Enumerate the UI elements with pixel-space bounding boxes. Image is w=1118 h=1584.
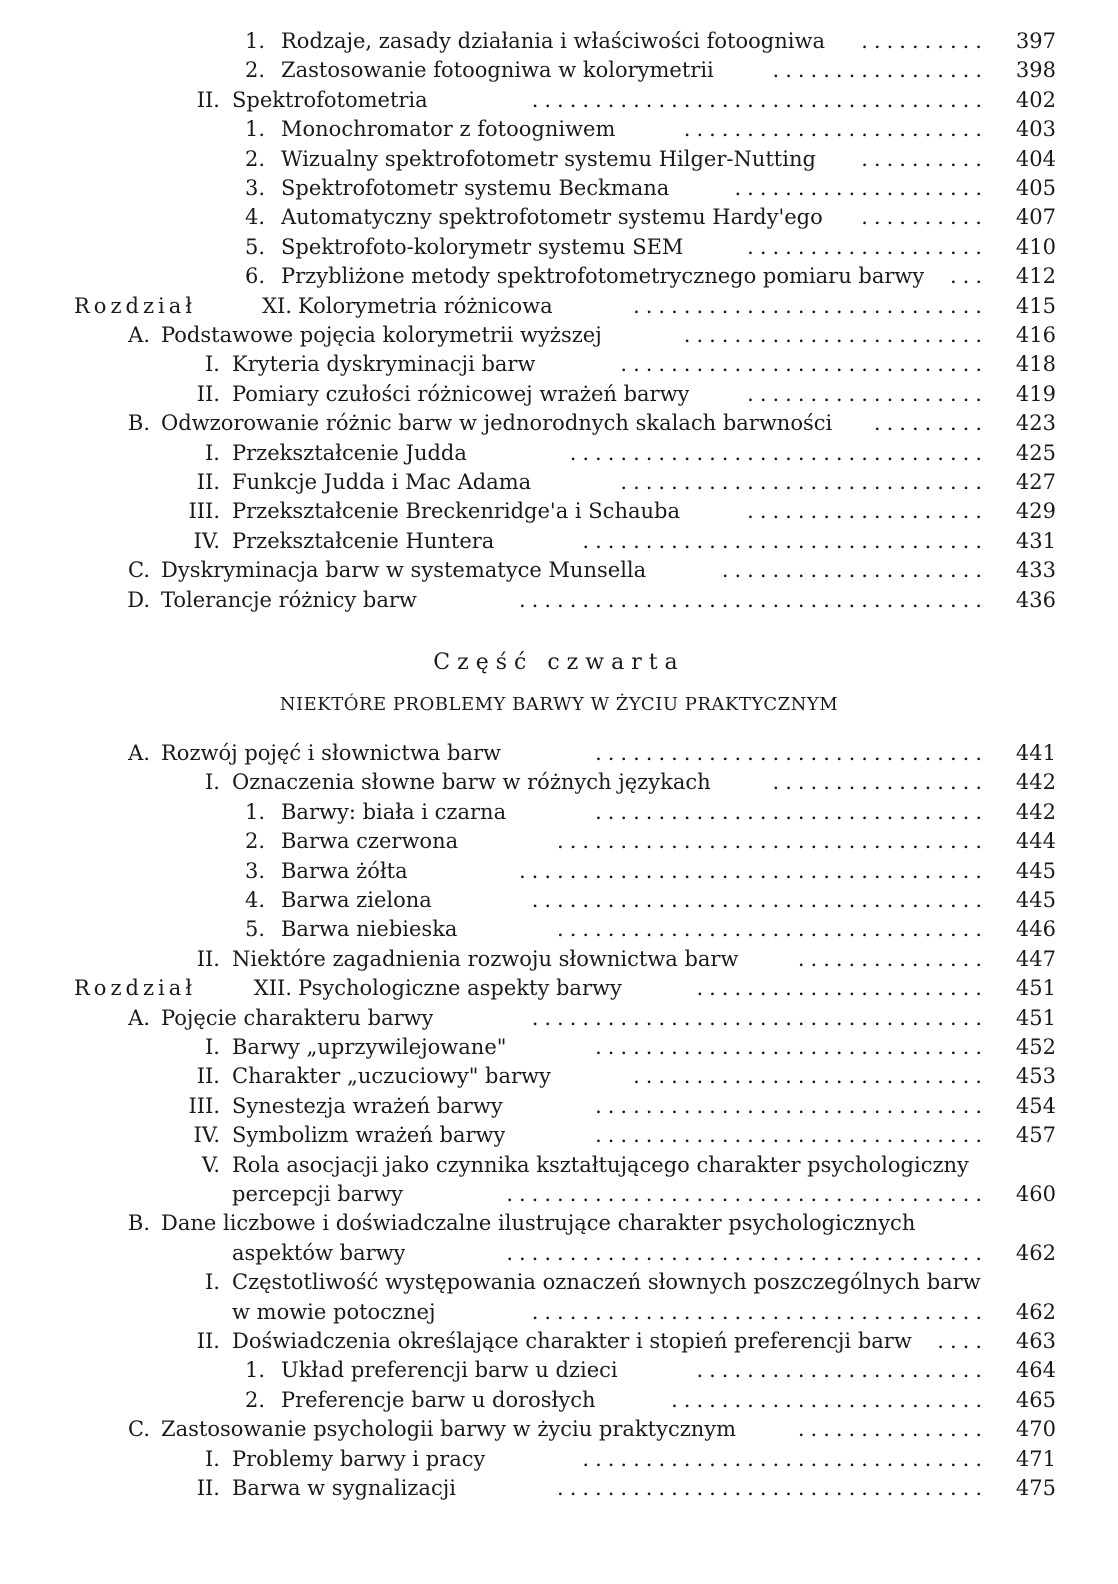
page-number: 419 (1015, 381, 1056, 406)
entry-number: 2. (244, 1387, 265, 1412)
toc-entry (0, 26, 1118, 56)
page-number: 462 (1015, 1240, 1056, 1265)
toc-entry (0, 1267, 1118, 1297)
toc-entry (0, 408, 1118, 438)
dot-leader: ................... (747, 499, 988, 524)
dot-leader: ......... (873, 411, 988, 436)
page-number: 471 (1015, 1446, 1056, 1471)
toc-entry (0, 467, 1118, 497)
page-number: 446 (1015, 917, 1056, 942)
toc-entry (0, 173, 1118, 203)
entry-title: Barwa niebieska (281, 917, 458, 942)
toc-entry (0, 1032, 1118, 1062)
toc-entry (0, 944, 1118, 974)
page-number: 423 (1015, 411, 1056, 436)
page-number: 464 (1015, 1358, 1056, 1383)
toc-entry (0, 55, 1118, 85)
dot-leader: ....................... (696, 1358, 988, 1383)
toc-entry (0, 1091, 1118, 1121)
toc-entry (0, 526, 1118, 556)
toc-entry (0, 914, 1118, 944)
dot-leader: .................................... (531, 1299, 988, 1324)
entry-number: 3. (244, 858, 265, 883)
dot-leader: ............................... (595, 1035, 988, 1059)
dot-leader: .......... (861, 146, 988, 171)
entry-title: Rozwój pojęć i słownictwa barw (161, 741, 501, 765)
entry-title: Dyskryminacja barw w systematyce Munsella (161, 558, 647, 583)
dot-leader: ............... (797, 1417, 988, 1442)
toc-entry (0, 973, 1118, 1003)
entry-number: III. (188, 499, 220, 524)
entry-number: II. (196, 1064, 220, 1089)
page-number: 475 (1015, 1476, 1056, 1500)
entry-title: Preferencje barw u dorosłych (281, 1387, 596, 1412)
toc-entry (0, 379, 1118, 409)
entry-title: Przekształcenie Huntera (232, 528, 495, 553)
chapter-label: Rozdział (74, 293, 197, 318)
page-number: 445 (1015, 858, 1056, 883)
dot-leader: .................................... (531, 888, 988, 912)
entry-title: percepcji barwy (232, 1182, 404, 1206)
toc-entry (0, 1179, 1118, 1209)
entry-title: Przybliżone metody spektrofotometrycznego pomiaru barwy (281, 264, 925, 289)
dot-leader: ................................ (582, 1446, 988, 1471)
entry-number: A. (128, 323, 150, 347)
page-number: 462 (1015, 1299, 1056, 1324)
toc-entry (0, 1120, 1118, 1150)
entry-number: 2. (244, 829, 265, 854)
entry-number: D. (127, 587, 150, 612)
entry-title: Barwa czerwona (281, 829, 459, 854)
entry-number: IV. (193, 1123, 220, 1148)
entry-title: Odwzorowanie różnic barw w jednorodnych skalach barwności (161, 411, 833, 436)
page-number: 404 (1015, 146, 1056, 171)
entry-number: 5. (244, 234, 265, 259)
dot-leader: ............................ (633, 1064, 988, 1089)
dot-leader: ..................................... (519, 858, 988, 883)
dot-leader: ..................... (721, 558, 988, 583)
entry-number: II. (196, 87, 220, 112)
dot-leader: .... (937, 1329, 988, 1353)
page-number: 429 (1015, 499, 1056, 524)
dot-leader: .................................... (531, 87, 988, 112)
entry-number: XI. (262, 293, 292, 318)
dot-leader: ................. (772, 58, 988, 83)
page-number: 402 (1015, 87, 1056, 112)
entry-title: Tolerancje różnicy barw (161, 587, 417, 612)
toc-entry (0, 144, 1118, 174)
toc-entry (0, 438, 1118, 468)
entry-number: I. (205, 440, 220, 465)
entry-title: Kolorymetria różnicowa (298, 293, 553, 318)
entry-number: B. (127, 1211, 150, 1236)
entry-title: Podstawowe pojęcia kolorymetrii wyższej (161, 323, 602, 347)
dot-leader: .................................. (557, 917, 988, 942)
page-number: 425 (1015, 440, 1056, 465)
toc-entry (0, 1061, 1118, 1091)
page-number: 457 (1015, 1123, 1056, 1148)
page-number: 452 (1015, 1035, 1056, 1059)
page-number: 447 (1015, 946, 1056, 971)
page-number: 451 (1015, 1005, 1056, 1030)
toc-entry (0, 114, 1118, 144)
toc-entry (0, 1385, 1118, 1415)
entry-title: Monochromator z fotoogniwem (281, 117, 616, 142)
entry-title: Niektóre zagadnienia rozwoju słownictwa barw (232, 946, 739, 971)
entry-number: B. (127, 411, 150, 436)
entry-number: 3. (244, 176, 265, 200)
entry-title: Kryteria dyskryminacji barw (232, 352, 536, 377)
entry-title: Zastosowanie fotoogniwa w kolorymetrii (281, 58, 714, 83)
entry-title: Charakter „uczuciowy" barwy (232, 1064, 551, 1089)
page-number: 418 (1015, 352, 1056, 377)
entry-title: Automatyczny spektrofotometr systemu Hardy'ego (281, 205, 823, 230)
entry-title: Pomiary czułości różnicowej wrażeń barwy (232, 381, 690, 406)
entry-title: Problemy barwy i pracy (232, 1446, 486, 1471)
entry-title: Oznaczenia słowne barw w różnych językach (232, 770, 711, 795)
entry-title: Rola asocjacji jako czynnika kształtującego charakter psychologiczny (232, 1152, 969, 1177)
dot-leader: ................... (747, 234, 988, 259)
toc-entry (0, 232, 1118, 262)
dot-leader: .................... (734, 176, 988, 200)
toc-entry (0, 85, 1118, 115)
dot-leader: ............................... (595, 741, 988, 765)
entry-title: w mowie potocznej (232, 1299, 436, 1324)
toc-entry (0, 1238, 1118, 1268)
entry-number: II. (196, 470, 220, 494)
entry-number: XII. (253, 976, 292, 1001)
entry-title: Układ preferencji barw u dzieci (281, 1358, 618, 1383)
entry-title: Przekształcenie Breckenridge'a i Schauba (232, 499, 680, 524)
toc-entry (0, 826, 1118, 856)
entry-title: Barwa żółta (281, 858, 408, 883)
entry-number: I. (205, 1446, 220, 1471)
toc-entry (0, 349, 1118, 379)
dot-leader: ............................... (595, 1123, 988, 1148)
entry-title: Zastosowanie psychologii barwy w życiu praktycznym (161, 1417, 737, 1442)
page-number: 433 (1015, 558, 1056, 583)
toc-entry (0, 1414, 1118, 1444)
toc-entry (0, 856, 1118, 886)
toc-entry (0, 797, 1118, 827)
page-number: 463 (1015, 1329, 1056, 1353)
part-title: Część czwarta (433, 650, 685, 675)
page-number: 431 (1015, 528, 1056, 553)
entry-number: IV. (193, 528, 220, 553)
entry-number: II. (196, 946, 220, 971)
entry-number: 5. (244, 917, 265, 942)
dot-leader: ............................. (620, 470, 988, 494)
page-number: 470 (1015, 1417, 1056, 1442)
dot-leader: ........................ (683, 117, 988, 142)
entry-title: Przekształcenie Judda (232, 440, 467, 465)
toc-entry (0, 738, 1118, 768)
page-number: 397 (1015, 29, 1056, 53)
dot-leader: ................................ (582, 528, 988, 553)
entry-number: I. (205, 352, 220, 377)
page-number: 405 (1015, 176, 1056, 200)
toc-entry (0, 320, 1118, 350)
entry-title: Spektrofoto-kolorymetr systemu SEM (281, 234, 684, 259)
entry-title: Częstotliwość występowania oznaczeń słownych poszczególnych barw (232, 1270, 981, 1295)
dot-leader: ....................... (696, 976, 988, 1001)
page-number: 427 (1015, 470, 1056, 494)
entry-title: aspektów barwy (232, 1240, 406, 1265)
page-number: 398 (1015, 58, 1056, 83)
page-number: 407 (1015, 205, 1056, 230)
entry-number: II. (196, 1476, 220, 1500)
toc-entry (0, 1355, 1118, 1385)
page-number: 442 (1015, 799, 1056, 824)
page-number: 465 (1015, 1387, 1056, 1412)
toc-entry (0, 1208, 1118, 1238)
page-number: 441 (1015, 741, 1056, 765)
entry-number: A. (128, 1005, 150, 1030)
entry-title: Dane liczbowe i doświadczalne ilustrujące charakter psychologicznych (161, 1211, 916, 1236)
entry-number: I. (205, 1270, 220, 1295)
entry-number: C. (128, 1417, 150, 1442)
page-number: 415 (1015, 293, 1056, 318)
dot-leader: .................................. (557, 1476, 988, 1500)
dot-leader: ...................................... (506, 1240, 988, 1265)
dot-leader: ................... (747, 381, 988, 406)
toc-entry (0, 1003, 1118, 1033)
page-number: 436 (1015, 587, 1056, 612)
entry-number: V. (201, 1152, 220, 1177)
dot-leader: ............................. (620, 352, 988, 377)
toc-entry (0, 585, 1118, 615)
page-number: 442 (1015, 770, 1056, 795)
entry-title: Wizualny spektrofotometr systemu Hilger-Nutting (281, 146, 816, 171)
entry-number: II. (196, 1329, 220, 1353)
dot-leader: ............................ (633, 293, 988, 318)
toc-entry (0, 1444, 1118, 1474)
entry-number: I. (205, 770, 220, 795)
page-number: 453 (1015, 1064, 1056, 1089)
toc-entry (0, 767, 1118, 797)
entry-number: III. (188, 1093, 220, 1118)
dot-leader: ............................... (595, 799, 988, 824)
entry-title: Pojęcie charakteru barwy (161, 1005, 434, 1030)
page-number: 454 (1015, 1093, 1056, 1118)
dot-leader: .......... (861, 205, 988, 230)
entry-title: Barwy „uprzywilejowane" (232, 1035, 507, 1059)
entry-number: 1. (244, 799, 265, 824)
dot-leader: ......................... (671, 1387, 988, 1412)
page-number: 412 (1015, 264, 1056, 289)
entry-number: 6. (244, 264, 265, 289)
dot-leader: ... (949, 264, 988, 289)
entry-title: Doświadczenia określające charakter i stopień preferencji barw (232, 1329, 912, 1353)
page-number: 460 (1015, 1182, 1056, 1206)
dot-leader: ...................................... (506, 1182, 988, 1206)
dot-leader: .................................. (557, 829, 988, 854)
entry-number: II. (196, 381, 220, 406)
entry-number: 2. (244, 58, 265, 83)
page-number: 410 (1015, 234, 1056, 259)
chapter-label: Rozdział (74, 976, 197, 1001)
entry-title: Barwa zielona (281, 888, 432, 912)
toc-entry (0, 291, 1118, 321)
entry-number: C. (128, 558, 150, 583)
entry-number: 4. (244, 888, 265, 912)
toc-entry (0, 555, 1118, 585)
entry-title: Symbolizm wrażeń barwy (232, 1123, 506, 1148)
page-number: 445 (1015, 888, 1056, 912)
entry-number: A. (128, 741, 150, 765)
dot-leader: .......... (861, 29, 988, 53)
page-number: 444 (1015, 829, 1056, 854)
entry-title: Barwy: biała i czarna (281, 799, 507, 824)
entry-number: 4. (244, 205, 265, 230)
entry-title: Spektrofotometr systemu Beckmana (281, 176, 670, 200)
entry-number: 2. (244, 146, 265, 171)
toc-entry (0, 1297, 1118, 1327)
toc-entry (0, 1473, 1118, 1503)
toc-entry (0, 261, 1118, 291)
toc-entry (0, 202, 1118, 232)
part-heading: NIEKTÓRE PROBLEMY BARWY W ŻYCIU PRAKTYCZNYM (279, 694, 839, 715)
entry-title: Synestezja wrażeń barwy (232, 1093, 503, 1118)
toc-entry (0, 885, 1118, 915)
dot-leader: ................................. (569, 440, 988, 465)
page-number: 416 (1015, 323, 1056, 347)
dot-leader: ............... (797, 946, 988, 971)
entry-title: Spektrofotometria (232, 87, 428, 112)
entry-number: I. (205, 1035, 220, 1059)
entry-number: 1. (244, 29, 265, 53)
page-number: 451 (1015, 976, 1056, 1001)
entry-number: 1. (244, 117, 265, 142)
dot-leader: ........................ (683, 323, 988, 347)
toc-entry (0, 1326, 1118, 1356)
dot-leader: ............................... (595, 1093, 988, 1118)
entry-title: Barwa w sygnalizacji (232, 1476, 456, 1500)
dot-leader: ..................................... (519, 587, 988, 612)
entry-title: Funkcje Judda i Mac Adama (232, 470, 532, 494)
page-number: 403 (1015, 117, 1056, 142)
entry-title: Rodzaje, zasady działania i właściwości fotoogniwa (281, 29, 825, 53)
toc-entry (0, 1150, 1118, 1180)
dot-leader: ................. (772, 770, 988, 795)
entry-title: Psychologiczne aspekty barwy (298, 976, 622, 1001)
dot-leader: .................................... (531, 1005, 988, 1030)
toc-entry (0, 496, 1118, 526)
entry-number: 1. (244, 1358, 265, 1383)
